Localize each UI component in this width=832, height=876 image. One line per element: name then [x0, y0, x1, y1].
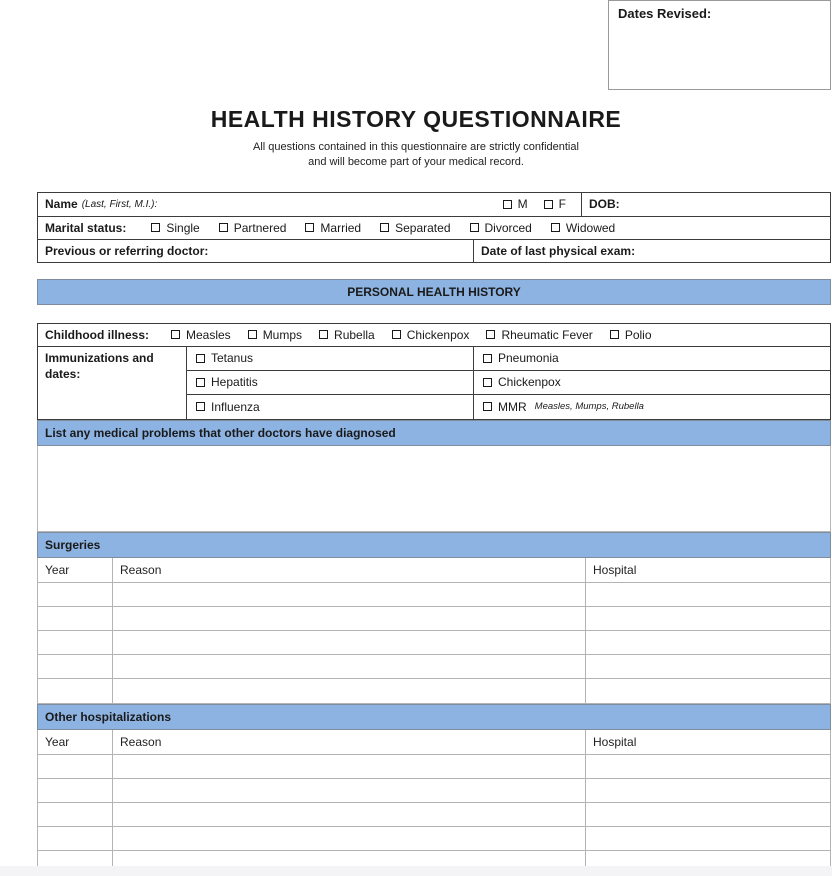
referring-doctor-field[interactable]	[38, 240, 474, 262]
surgeries-title: Surgeries	[45, 537, 101, 552]
immunization-label: Hepatitis	[211, 375, 258, 390]
surgeries-row-4-hospital-field[interactable]	[586, 655, 830, 679]
childhood-illness-option-rubella[interactable]	[319, 328, 375, 342]
immunization-label: Influenza	[211, 399, 260, 414]
marital-option-label: Separated	[395, 220, 451, 235]
surgeries-row-3-reason-field[interactable]	[113, 631, 586, 655]
hospitalizations-row-1-year-field[interactable]	[38, 755, 113, 779]
sex-options	[503, 197, 574, 211]
marital-option-label: Partnered	[233, 220, 287, 235]
doctor-row	[38, 239, 830, 262]
surgeries-row-1-hospital-field[interactable]	[586, 583, 830, 607]
hospitalizations-col-reason: Reason	[113, 730, 586, 755]
hospitalizations-banner	[37, 704, 831, 730]
marital-option-separated[interactable]	[380, 221, 450, 235]
immunization-hepatitis[interactable]	[187, 371, 474, 395]
sex-option-label: M	[517, 197, 528, 212]
surgeries-row-4-reason-field[interactable]	[113, 655, 586, 679]
dob-field[interactable]	[582, 193, 830, 216]
checkbox-icon[interactable]	[196, 354, 205, 363]
sex-option-f[interactable]	[544, 197, 566, 211]
hospitalizations-row-3-reason-field[interactable]	[113, 803, 586, 827]
childhood-illness-row	[37, 323, 831, 347]
dates-revised-label: Dates Revised:	[618, 6, 712, 21]
surgeries-col-year: Year	[38, 558, 113, 583]
hospitalizations-row-4-hospital-field[interactable]	[586, 827, 830, 851]
hospitalizations-row-3-hospital-field[interactable]	[586, 803, 830, 827]
surgeries-row-3-hospital-field[interactable]	[586, 631, 830, 655]
checkbox-icon[interactable]	[196, 402, 205, 411]
name-field[interactable]	[38, 193, 582, 216]
medical-problems-banner	[37, 420, 831, 446]
childhood-illness-option-measles[interactable]	[171, 328, 231, 342]
surgeries-col-reason: Reason	[113, 558, 586, 583]
page-subtitle	[0, 140, 832, 171]
personal-health-history-title: PERSONAL HEALTH HISTORY	[347, 284, 521, 299]
name-label: Name	[45, 197, 78, 212]
surgeries-row-2-year-field[interactable]	[38, 607, 113, 631]
childhood-illness-label: Childhood illness:	[45, 327, 149, 342]
hospitalizations-row-2-year-field[interactable]	[38, 779, 113, 803]
childhood-illness-option-label: Measles	[186, 327, 231, 342]
marital-status-field	[38, 217, 830, 239]
patient-info-table	[37, 192, 831, 263]
childhood-illness-option-label: Rubella	[334, 327, 375, 342]
illness-immunization-table	[37, 323, 831, 420]
marital-option-label: Married	[320, 220, 362, 235]
immunization-label: Pneumonia	[498, 351, 559, 366]
marital-option-label: Single	[166, 220, 200, 235]
referring-doctor-label: Previous or referring doctor:	[45, 243, 209, 258]
marital-option-divorced[interactable]	[470, 221, 532, 235]
checkbox-icon[interactable]	[483, 402, 492, 411]
page-title: HEALTH HISTORY QUESTIONNAIRE	[210, 106, 622, 132]
checkbox-icon[interactable]	[483, 354, 492, 363]
personal-health-history-banner	[37, 279, 831, 305]
dates-revised-box[interactable]	[608, 0, 831, 90]
immunization-influenza[interactable]	[187, 395, 474, 419]
childhood-illness-option-label: Polio	[624, 327, 652, 342]
checkbox-icon[interactable]	[319, 330, 328, 339]
marital-status-label: Marital status:	[45, 220, 127, 235]
hospitalizations-row-3-year-field[interactable]	[38, 803, 113, 827]
checkbox-icon[interactable]	[305, 223, 314, 232]
marital-option-label: Divorced	[484, 220, 532, 235]
checkbox-icon[interactable]	[219, 223, 228, 232]
surgeries-row-3-year-field[interactable]	[38, 631, 113, 655]
form-content	[37, 192, 831, 876]
childhood-illness-option-label: Chickenpox	[406, 327, 470, 342]
childhood-illness-option-label: Mumps	[262, 327, 303, 342]
checkbox-icon[interactable]	[470, 223, 479, 232]
checkbox-icon[interactable]	[380, 223, 389, 232]
childhood-illness-option-polio[interactable]	[610, 328, 652, 342]
surgeries-row-5-year-field[interactable]	[38, 679, 113, 703]
marital-status-row	[38, 216, 830, 239]
dob-label: DOB:	[589, 197, 620, 212]
surgeries-col-hospital: Hospital	[586, 558, 830, 583]
marital-option-single[interactable]	[151, 221, 199, 235]
immunizations-grid	[37, 347, 831, 420]
checkbox-icon[interactable]	[503, 200, 512, 209]
mmr-note: Measles, Mumps, Rubella	[534, 401, 644, 413]
name-row	[38, 193, 830, 216]
checkbox-icon[interactable]	[151, 223, 160, 232]
subtitle-line-2: and will become part of your medical record.	[308, 156, 524, 169]
hospitalizations-row-2-reason-field[interactable]	[113, 779, 586, 803]
surgeries-row-2-reason-field[interactable]	[113, 607, 586, 631]
checkbox-icon[interactable]	[196, 378, 205, 387]
hospitalizations-row-1-reason-field[interactable]	[113, 755, 586, 779]
childhood-illness-option-mumps[interactable]	[248, 328, 302, 342]
immunization-tetanus[interactable]	[187, 347, 474, 371]
checkbox-icon[interactable]	[551, 223, 560, 232]
hospitalizations-row-2-hospital-field[interactable]	[586, 779, 830, 803]
hospitalizations-row-4-year-field[interactable]	[38, 827, 113, 851]
surgeries-row-1-year-field[interactable]	[38, 583, 113, 607]
immunizations-label: Immunizations and dates:	[38, 347, 187, 419]
last-exam-field[interactable]	[474, 240, 830, 262]
hospitalizations-col-year: Year	[38, 730, 113, 755]
hospitalizations-row-4-reason-field[interactable]	[113, 827, 586, 851]
surgeries-row-5-hospital-field[interactable]	[586, 679, 830, 703]
childhood-illness-options	[171, 328, 652, 342]
surgeries-row-2-hospital-field[interactable]	[586, 607, 830, 631]
medical-problems-title: List any medical problems that other doctors have diagnosed	[45, 425, 396, 440]
hospitalizations-col-hospital: Hospital	[586, 730, 830, 755]
immunization-chickenpox[interactable]	[474, 371, 830, 395]
immunization-pneumonia[interactable]	[474, 347, 830, 371]
checkbox-icon[interactable]	[610, 330, 619, 339]
childhood-illness-field	[38, 324, 659, 346]
childhood-illness-option-rheumatic-fever[interactable]	[486, 328, 592, 342]
childhood-illness-option-label: Rheumatic Fever	[501, 327, 593, 342]
checkbox-icon[interactable]	[544, 200, 553, 209]
page-edge-background	[0, 866, 832, 876]
medical-problems-input-area[interactable]	[37, 446, 831, 532]
marital-options	[151, 221, 615, 235]
hospitalizations-table	[37, 730, 831, 876]
immunization-mmr[interactable]	[474, 395, 830, 419]
surgeries-row-4-year-field[interactable]	[38, 655, 113, 679]
surgeries-row-5-reason-field[interactable]	[113, 679, 586, 703]
checkbox-icon[interactable]	[486, 330, 495, 339]
marital-option-partnered[interactable]	[219, 221, 287, 235]
last-exam-label: Date of last physical exam:	[481, 243, 636, 258]
surgeries-banner	[37, 532, 831, 558]
surgeries-table	[37, 558, 831, 704]
immunization-label: Chickenpox	[498, 375, 561, 390]
sex-option-label: F	[558, 197, 566, 212]
checkbox-icon[interactable]	[171, 330, 180, 339]
childhood-illness-option-chickenpox[interactable]	[392, 328, 470, 342]
checkbox-icon[interactable]	[392, 330, 401, 339]
hospitalizations-title: Other hospitalizations	[45, 709, 172, 724]
hospitalizations-row-1-hospital-field[interactable]	[586, 755, 830, 779]
immunization-label: Tetanus	[211, 351, 254, 366]
marital-option-label: Widowed	[565, 220, 616, 235]
sex-option-m[interactable]	[503, 197, 528, 211]
marital-option-married[interactable]	[305, 221, 361, 235]
name-hint: (Last, First, M.I.):	[81, 198, 158, 210]
surgeries-row-1-reason-field[interactable]	[113, 583, 586, 607]
subtitle-line-1: All questions contained in this questionnaire are strictly confidential	[253, 141, 579, 153]
checkbox-icon[interactable]	[248, 330, 257, 339]
immunization-label: MMR	[498, 399, 527, 414]
checkbox-icon[interactable]	[483, 378, 492, 387]
marital-option-widowed[interactable]	[551, 221, 615, 235]
